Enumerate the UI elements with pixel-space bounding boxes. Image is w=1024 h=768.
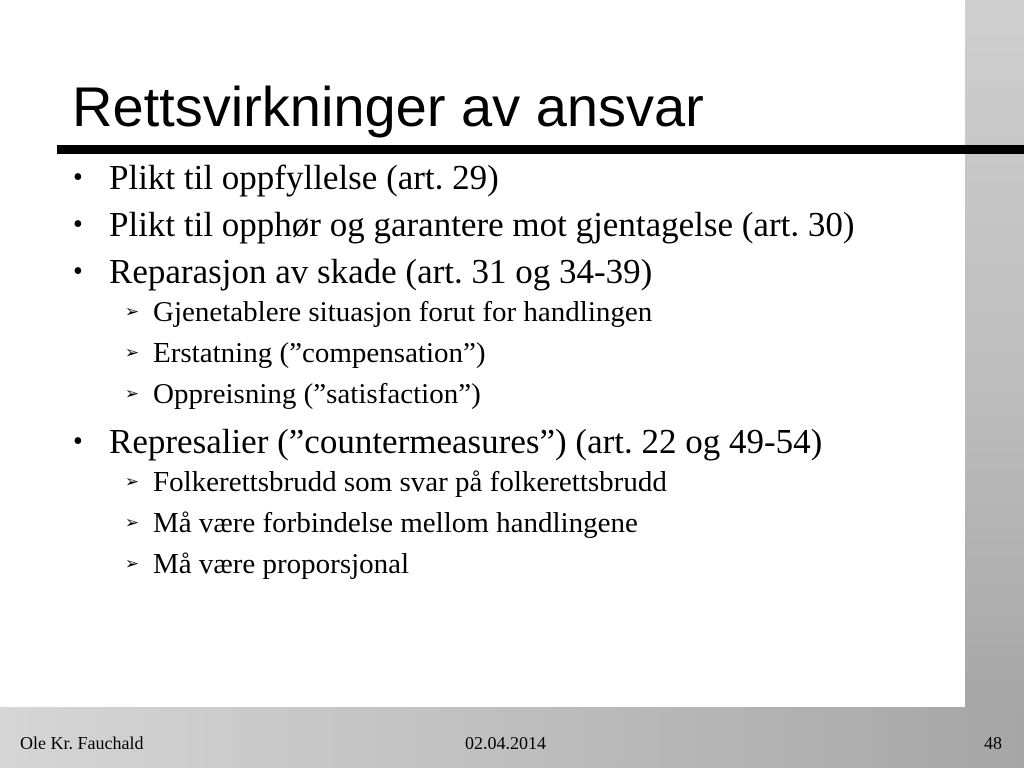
bullet-item	[70, 205, 950, 245]
sub-bullet-item	[70, 503, 950, 544]
right-decor-band	[965, 0, 1024, 707]
bullet-item	[70, 422, 950, 462]
sub-bullet-item	[70, 544, 950, 585]
bullet-dot-icon: •	[73, 256, 83, 287]
sub-bullet-text: Gjenetablere situasjon forut for handlingen	[153, 296, 653, 328]
arrow-bullet-icon: ➢	[124, 384, 140, 404]
sub-bullet-text: Oppreisning (”satisfaction”)	[153, 378, 481, 410]
bullet-item	[70, 252, 950, 292]
arrow-bullet-icon: ➢	[124, 472, 140, 492]
sub-bullet-text: Må være forbindelse mellom handlingene	[153, 507, 638, 539]
sub-bullet-item	[70, 333, 950, 374]
arrow-bullet-icon: ➢	[124, 343, 140, 363]
sub-bullet-item	[70, 462, 950, 503]
bullet-dot-icon: •	[73, 209, 83, 240]
bullet-text: Reparasjon av skade (art. 31 og 34-39)	[109, 252, 653, 291]
sub-bullet-text: Folkerettsbrudd som svar på folkerettsbrudd	[153, 466, 667, 498]
bullet-dot-icon: •	[73, 426, 83, 457]
arrow-bullet-icon: ➢	[124, 513, 140, 533]
footer-author: Ole Kr. Fauchald	[20, 733, 144, 753]
bullet-list	[70, 158, 950, 585]
slide-title: Rettsvirkninger av ansvar	[72, 75, 704, 138]
arrow-bullet-icon: ➢	[124, 554, 140, 574]
footer-date: 02.04.2014	[465, 733, 546, 753]
bullet-text: Plikt til opphør og garantere mot gjentagelse (art. 30)	[109, 205, 855, 244]
footer-page-number: 48	[984, 733, 1002, 753]
bullet-text: Plikt til oppfyllelse (art. 29)	[109, 158, 499, 197]
arrow-bullet-icon: ➢	[124, 302, 140, 322]
sub-bullet-text: Må være proporsjonal	[153, 548, 410, 580]
title-underline	[57, 145, 1024, 154]
bullet-text: Represalier (”countermeasures”) (art. 22 og 49-54)	[109, 422, 823, 461]
bullet-item	[70, 158, 950, 198]
sub-bullet-item	[70, 292, 950, 333]
sub-bullet-text: Erstatning (”compensation”)	[153, 337, 486, 369]
bullet-dot-icon: •	[73, 162, 83, 193]
sub-bullet-item	[70, 374, 950, 415]
